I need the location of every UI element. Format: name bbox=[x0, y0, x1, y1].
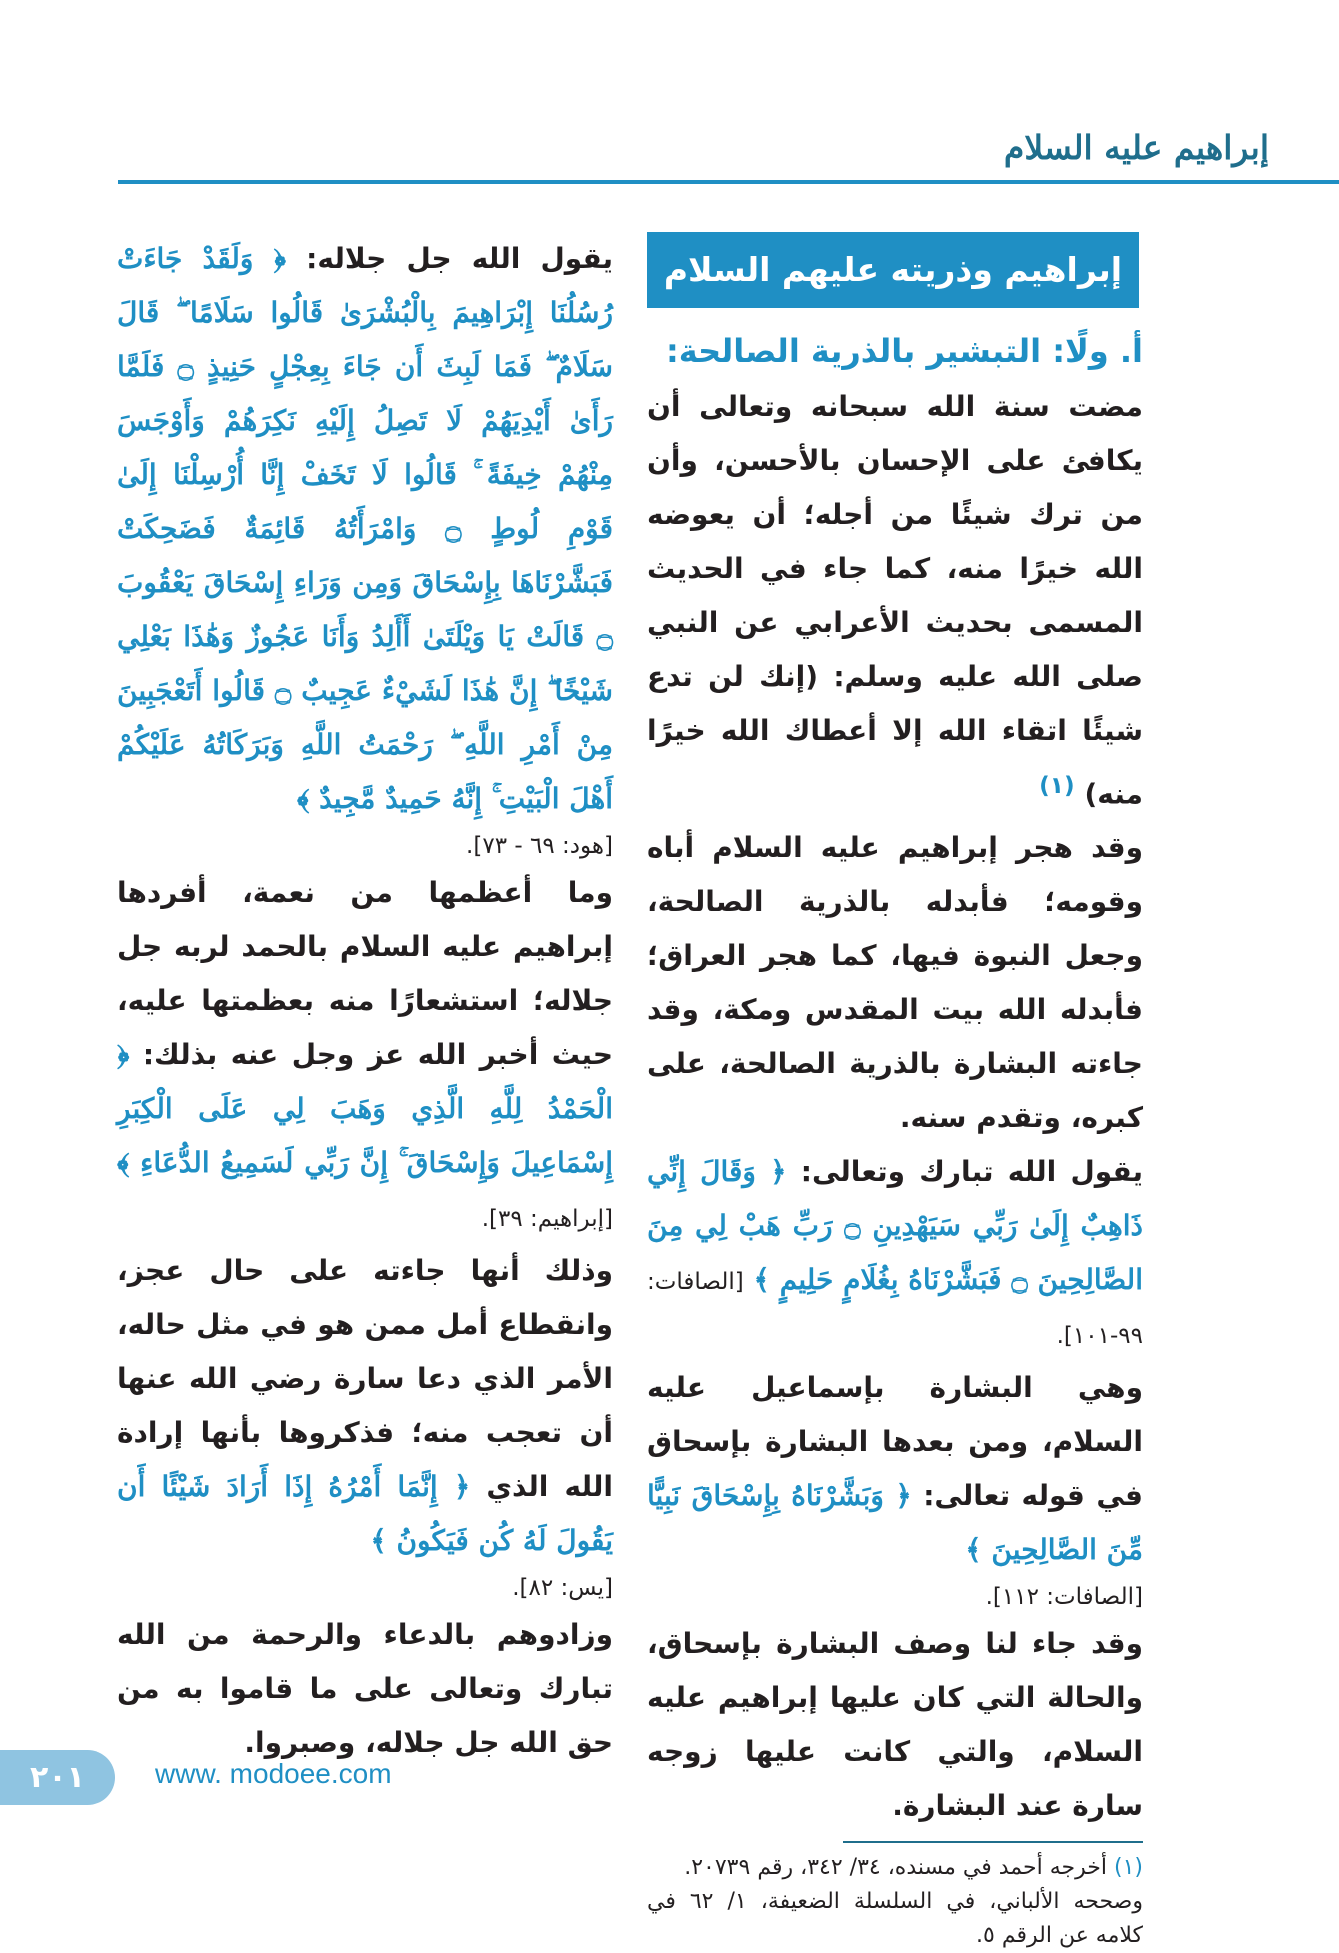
section-title-banner: إبراهيم وذريته عليهم السلام bbox=[647, 232, 1139, 308]
paragraph bbox=[117, 232, 613, 826]
subheading: أ. ولًا: التبشير بالذرية الصالحة: bbox=[665, 332, 1143, 370]
footnote-marker: (١) bbox=[1039, 771, 1075, 799]
paragraph bbox=[647, 1361, 1143, 1577]
paragraph: وزادوهم بالدعاء والرحمة من الله تبارك وتعالى على ما قاموا به من حق الله جل جلاله، وصبروا. bbox=[117, 1618, 613, 1759]
paragraph-text: وذلك أنها جاءته على حال عجز، وانقطاع أمل ممن هو في مثل حاله، الأمر الذي دعا سارة رضي الله عنها أن تعجب منه؛ فذكروها بأنها إرادة الله الذي bbox=[117, 1254, 613, 1503]
footnote-rule bbox=[843, 1841, 1143, 1843]
running-header-title: إبراهيم عليه السلام bbox=[1003, 128, 1269, 167]
paragraph: وقد جاء لنا وصف البشارة بإسحاق، والحالة التي كان عليها إبراهيم عليه السلام، والتي كانت عليها زوجه سارة عند البشارة. bbox=[647, 1627, 1143, 1823]
left-column bbox=[117, 232, 613, 1770]
quran-verse: ﴿ وَقَالَ إِنِّي ذَاهِبٌ إِلَىٰ رَبِّي سَيَهْدِينِ ۝ رَبِّ هَبْ لِي مِنَ الصَّالِحِينَ ۝ فَبَشَّرْنَاهُ بِغُلَامٍ حَلِيمٍ ﴾ bbox=[647, 1155, 1143, 1297]
paragraph-text: مضت سنة الله سبحانه وتعالى أن يكافئ على الإحسان بالأحسن، وأن من ترك شيئًا من أجله؛ أن يعوضه الله خيرًا منه، كما جاء في الحديث المسمى بحديث الأعرابي عن النبي صلى الله عليه وسلم: bbox=[647, 390, 1143, 693]
verse-reference: [إبراهيم: ٣٩]. bbox=[481, 1206, 613, 1232]
quran-verse: ﴿ وَلَقَدْ جَاءَتْ رُسُلُنَا إِبْرَاهِيمَ بِالْبُشْرَىٰ قَالُوا سَلَامًا ۖ قَالَ سَلَامٌ ۖ فَمَا لَبِثَ أَن جَاءَ بِعِجْلٍ حَنِيذٍ ۝ فَلَمَّا رَأَىٰ أَيْدِيَهُمْ لَا تَصِلُ إِلَيْهِ نَكِرَهُمْ وَأَوْجَسَ مِنْهُمْ خِيفَةً ۚ قَالُوا لَا تَخَفْ إِنَّا أُرْسِلْنَا إِلَىٰ قَوْمِ لُوطٍ ۝ وَامْرَأَتُهُ قَائِمَةٌ فَضَحِكَتْ فَبَشَّرْنَاهَا بِإِسْحَاقَ وَمِن وَرَاءِ إِسْحَاقَ يَعْقُوبَ ۝ قَالَتْ يَا وَيْلَتَىٰ أَأَلِدُ وَأَنَا عَجُوزٌ وَهَٰذَا بَعْلِي شَيْخًا ۖ إِنَّ هَٰذَا لَشَيْءٌ عَجِيبٌ ۝ قَالُوا أَتَعْجَبِينَ مِنْ أَمْرِ اللَّهِ ۖ رَحْمَتُ اللَّهِ وَبَرَكَاتُهُ عَلَيْكُمْ أَهْلَ الْبَيْتِ ۚ إِنَّهُ حَمِيدٌ مَّجِيدٌ ﴾ bbox=[117, 242, 614, 815]
paragraph-text: وهي البشارة بإسماعيل عليه السلام، ومن بعدها البشارة بإسحاق في قوله تعالى: bbox=[647, 1371, 1143, 1513]
quran-verse: ﴿ الْحَمْدُ لِلَّهِ الَّذِي وَهَبَ لِي عَلَى الْكِبَرِ إِسْمَاعِيلَ وَإِسْحَاقَ ۚ إِنَّ رَبِّي لَسَمِيعُ الدُّعَاءِ ﴾ bbox=[117, 1038, 613, 1179]
website-url[interactable]: www. modoee.com bbox=[155, 1758, 392, 1789]
right-column bbox=[647, 232, 1143, 1953]
quran-verse: ﴿ وَبَشَّرْنَاهُ بِإِسْحَاقَ نَبِيًّا مِّنَ الصَّالِحِينَ ﴾ bbox=[647, 1479, 1143, 1567]
paragraph bbox=[647, 1145, 1143, 1361]
paragraph-text: وما أعظمها من نعمة، أفردها إبراهيم عليه السلام بالحمد لربه جل جلاله؛ استشعارًا منه بعظمتها عليه، حيث أخبر الله عز وجل عنه بذلك: bbox=[117, 876, 613, 1071]
verse-reference: [الصافات: ٩٩-١٠١]. bbox=[647, 1269, 1143, 1350]
paragraph bbox=[117, 866, 613, 1244]
page-number-tab: ٢٠١ bbox=[0, 1750, 115, 1805]
footnote bbox=[647, 1851, 1143, 1885]
paragraph: وقد هجر إبراهيم عليه السلام أباه وقومه؛ فأبدله بالذرية الصالحة، وجعل النبوة فيها، كما هجر العراق؛ فأبدله الله بيت المقدس ومكة، وقد جاءته البشارة بالذرية الصالحة، على كبره، وتقدم سنه. bbox=[647, 831, 1143, 1135]
footnote: وصححه الألباني، في السلسلة الضعيفة، ١/ ٦٢ في كلامه عن الرقم ٥. bbox=[647, 1889, 1143, 1949]
paragraph-text: يقول الله تبارك وتعالى: bbox=[786, 1155, 1143, 1189]
header-rule bbox=[118, 180, 1339, 184]
verse-reference: [هود: ٦٩ - ٧٣]. bbox=[466, 833, 613, 859]
paragraph bbox=[117, 1244, 613, 1568]
verse-reference: [يس: ٨٢]. bbox=[512, 1575, 613, 1601]
footnote-number: (١) bbox=[1113, 1855, 1143, 1881]
footnote-text: أخرجه أحمد في مسنده، ٣٤/ ٣٤٢، رقم ٢٠٧٣٩. bbox=[684, 1855, 1107, 1881]
verse-reference: [الصافات: ١١٢]. bbox=[985, 1584, 1143, 1611]
quran-verse: ﴿ إِنَّمَا أَمْرُهُ إِذَا أَرَادَ شَيْئًا أَن يَقُولَ لَهُ كُن فَيَكُونُ ﴾ bbox=[117, 1470, 613, 1557]
paragraph-text: يقول الله جل جلاله: bbox=[286, 242, 613, 275]
paragraph bbox=[647, 380, 1143, 821]
hadith-quote: (إنك لن تدع شيئًا اتقاء الله إلا أعطاك الله خيرًا منه) bbox=[647, 660, 1143, 811]
